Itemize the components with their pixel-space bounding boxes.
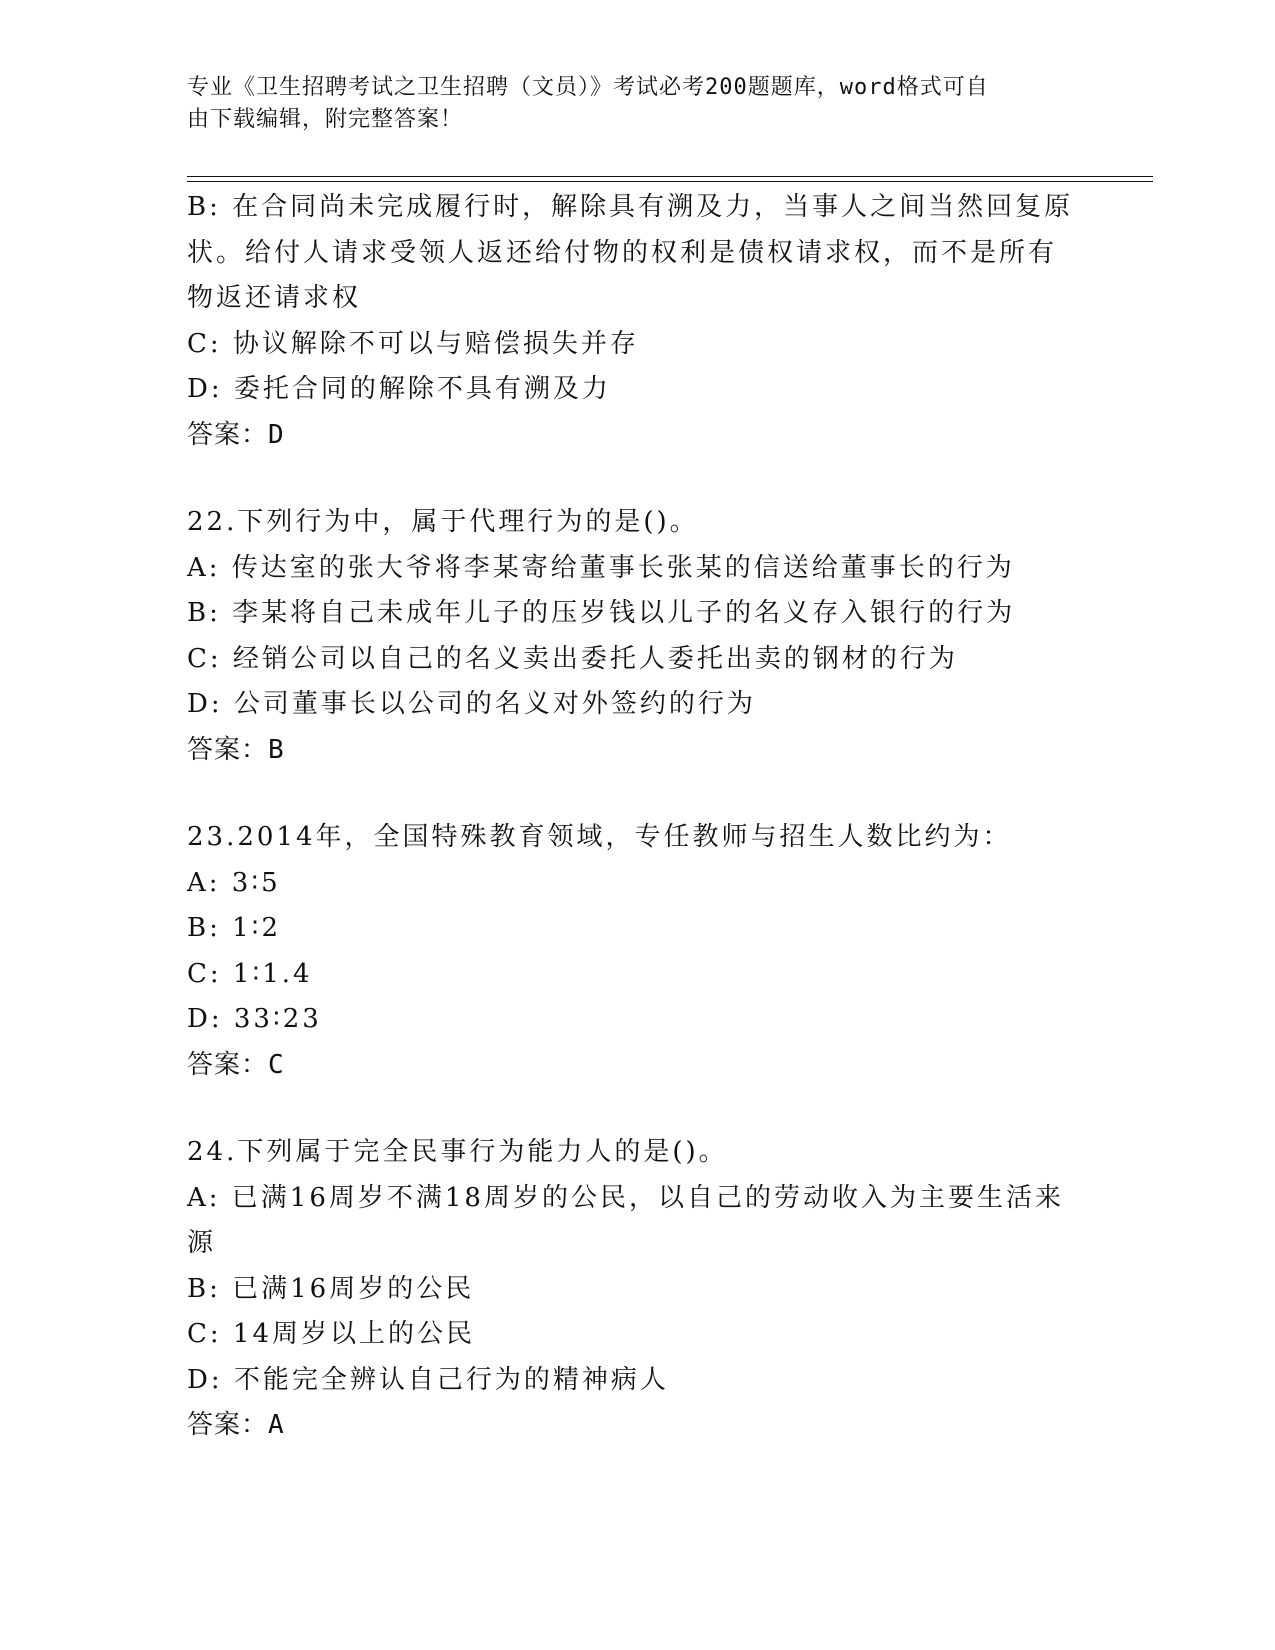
option-a: A: 3∶5	[187, 867, 281, 898]
option-c: C: 协议解除不可以与赔偿损失并存	[187, 328, 639, 359]
question-spacer	[187, 1088, 1087, 1130]
header-divider-top	[187, 176, 1153, 177]
option-d: D: 不能完全辨认自己行为的精神病人	[187, 1364, 669, 1395]
header-divider-bottom	[187, 181, 1153, 182]
question-21-continued	[187, 185, 1087, 458]
option-a: A: 传达室的张大爷将李某寄给董事长张某的信送给董事长的行为	[187, 552, 1015, 583]
answer: 答案：D	[187, 419, 285, 450]
option-c: C: 经销公司以自己的名义卖出委托人委托出卖的钢材的行为	[187, 643, 958, 674]
question-list	[187, 185, 1087, 1449]
question-22	[187, 500, 1087, 773]
answer: 答案：C	[187, 1049, 285, 1080]
option-c: C: 14周岁以上的公民	[187, 1319, 476, 1349]
option-b-line-3: 物返还请求权	[187, 283, 362, 313]
question-stem: 23.2014年，全国特殊教育领域，专任教师与招生人数比约为：	[187, 822, 1012, 852]
option-d: D: 公司董事长以公司的名义对外签约的行为	[187, 689, 756, 719]
option-b: B: 已满16周岁的公民	[187, 1273, 475, 1304]
answer: 答案：A	[187, 1410, 285, 1440]
question-stem: 22.下列行为中，属于代理行为的是()。	[187, 507, 699, 537]
question-24	[187, 1130, 1087, 1449]
header-line-2: 由下载编辑，附完整答案！	[187, 107, 464, 132]
question-spacer	[187, 773, 1087, 815]
question-spacer	[187, 458, 1087, 500]
option-b-line-2: 状。给付人请求受领人返还给付物的权利是债权请求权，而不是所有	[187, 237, 1058, 268]
option-b: B: 李某将自己未成年儿子的压岁钱以儿子的名义存入银行的行为	[187, 598, 1016, 628]
document-header	[187, 72, 1067, 136]
answer: 答案：B	[187, 734, 285, 765]
option-b: B: 1∶2	[187, 913, 281, 943]
question-stem: 24.下列属于完全民事行为能力人的是()。	[187, 1137, 728, 1167]
header-line-1: 专业《卫生招聘考试之卫生招聘（文员）》考试必考200题题库，word格式可自	[187, 75, 989, 100]
question-23	[187, 815, 1087, 1088]
option-a-line-1: A: 已满16周岁不满18周岁的公民，以自己的劳动收入为主要生活来	[187, 1182, 1064, 1213]
option-d: D: 33∶23	[187, 1004, 322, 1034]
option-d: D: 委托合同的解除不具有溯及力	[187, 374, 611, 404]
option-a-line-2: 源	[187, 1228, 217, 1258]
option-c: C: 1∶1.4	[187, 958, 313, 989]
option-b-line-1: B: 在合同尚未完成履行时，解除具有溯及力，当事人之间当然回复原	[187, 192, 1074, 222]
